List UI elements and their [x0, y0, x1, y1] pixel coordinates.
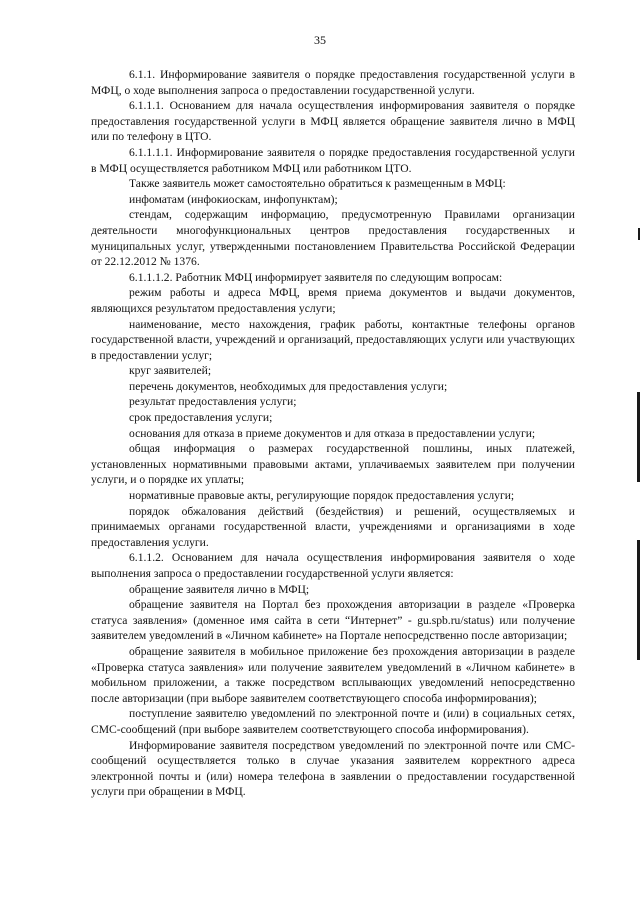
list-item-infomats: инфоматам (инфокиоскам, инфопунктам); — [129, 192, 338, 206]
list-item-personal-visit: обращение заявителя лично в МФЦ; — [129, 582, 310, 596]
list-item-portal: обращение заявителя на Портал без прохождения авторизации в разделе «Проверка статуса заявления» (доменное имя сайта в сети “Интернет” - gu.spb.ru/status) или получение заявителем уведомлений в «Личном кабинете» на Портале непосредственно после авторизации; — [91, 598, 575, 643]
paragraph-6-1-1-1-1: 6.1.1.1.1. Информирование заявителя о порядке предоставления государственной услуги в МФЦ осуществляется работником МФЦ или работником ЦТО. — [91, 145, 575, 175]
paragraph-6-1-1-1: 6.1.1.1. Основанием для начала осуществления информирования заявителя о порядке предоставления государственной услуги в МФЦ является обращение заявителя лично в МФЦ или по телефону в ЦТО. — [91, 99, 575, 144]
list-item-stands: стендам, содержащим информацию, предусмотренную Правилами организации деятельности многофункциональных центров предоставления государственных и муниципальных услуг, утвержденными постановлением Правительства Российской Федерации от 22.12.2012 № 1376. — [91, 208, 575, 269]
list-item-applicants: круг заявителей; — [129, 364, 212, 378]
paragraph-6-1-1: 6.1.1. Информирование заявителя о порядке предоставления государственной услуги в МФЦ, о ходе выполнения запроса о предоставлении государственной услуги. — [91, 68, 575, 97]
list-item-appeal: порядок обжалования действий (бездействия) и решений, осуществляемых и принимаемых органами государственной власти, учреждениями и организациями в ходе предоставления услуги. — [91, 504, 575, 549]
list-item-email-sms: поступление заявителю уведомлений по электронной почте и (или) в социальных сетях, СМС-сообщений (при выборе заявителем соответствующего способа информирования). — [91, 707, 575, 736]
list-item-mobile-app: обращение заявителя в мобильное приложение без прохождения авторизации в разделе «Проверка статуса заявления» или получение заявителем уведомлений в «Личном кабинете» в мобильном приложении, а также посредством всплывающих уведомлений непосредственно после авторизации (при выборе заявителем соответствующего способа информирования); — [91, 644, 575, 705]
page-number: 35 — [314, 33, 326, 47]
list-item-result: результат предоставления услуги; — [129, 395, 297, 409]
list-item-refusal-grounds: основания для отказа в приеме документов и для отказа в предоставлении услуги; — [129, 426, 536, 440]
list-item-legal-acts: нормативные правовые акты, регулирующие порядок предоставления услуги; — [129, 489, 515, 503]
list-item-term: срок предоставления услуги; — [129, 411, 273, 425]
paragraph-notification-condition: Информирование заявителя посредством уведомлений по электронной почте или СМС-сообщений осуществляется только в случае указания заявителем корректного адреса электронной почты и (или) номера телефона в заявлении о предоставлении государственной услуги при обращении в МФЦ. — [91, 738, 575, 799]
paragraph-6-1-1-2: 6.1.1.2. Основанием для начала осуществления информирования заявителя о ходе выполнения запроса о предоставлении государственной услуги является: — [91, 551, 575, 580]
list-item-work-mode: режим работы и адреса МФЦ, время приема документов и выдачи документов, являющихся результатом предоставления услуги; — [91, 286, 575, 315]
document-body — [91, 67, 575, 800]
list-item-fees: общая информация о размерах государственной пошлины, иных платежей, установленных нормативными правовыми актами, уплачиваемых заявителем при получении услуги, и о порядке их уплаты; — [91, 442, 575, 487]
list-item-organizations: наименование, место нахождения, график работы, контактные телефоны органов государственной власти, учреждений и организаций, предоставляющих услуги или участвующих в предоставлении услуг; — [91, 317, 575, 362]
paragraph-self-service: Также заявитель может самостоятельно обратиться к размещенным в МФЦ: — [129, 177, 506, 191]
list-item-documents: перечень документов, необходимых для предоставления услуги; — [129, 379, 448, 393]
paragraph-6-1-1-1-2: 6.1.1.1.2. Работник МФЦ информирует заявителя по следующим вопросам: — [129, 270, 503, 284]
